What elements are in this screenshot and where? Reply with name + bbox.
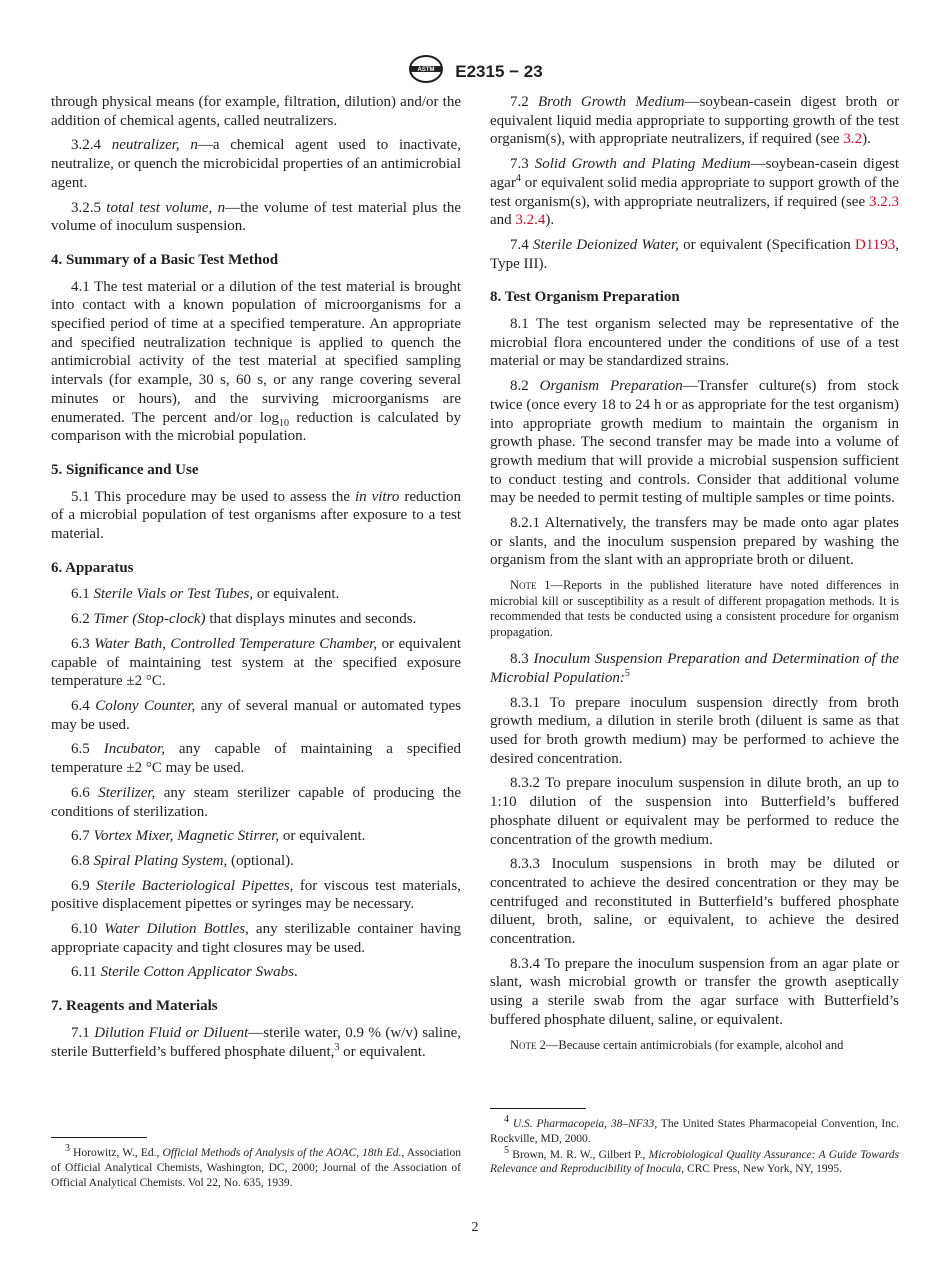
footnote-3: $^3$ Horowitz, W., Ed., Official Methods of Analysis of the AOAC, 18th Ed., Association of Official Analytical Chemists, Washington, DC, 2000; Journal of the Association of Official Analytical Chemists. Vol 22, No. 635, 1939. — [51, 1143, 461, 1189]
paragraph-8-3-1: 8.3.1 To prepare inoculum suspension directly from broth growth medium, a dilution in sterile broth (diluent is same as that used for broth growth medium) may be performed to achieve the desired concentration. — [490, 694, 899, 767]
apparatus-item: 6.7 Vortex Mixer, Magnetic Stirrer, or equivalent. — [71, 828, 366, 845]
apparatus-item: 6.2 Timer (Stop-clock) that displays minutes and seconds. — [71, 611, 417, 628]
left-column — [51, 93, 461, 1067]
footnote-divider — [490, 1108, 586, 1109]
footnote-4: $^4$ U.S. Pharmacopeia, 38–NF33, The United States Pharmacopeial Convention, Inc. Rockville, MD, 2000. — [490, 1114, 899, 1145]
footnote-5: $^5$ Brown, M. R. W., Gilbert P., Microbiological Quality Assurance: A Guide Towards Relevance and Reproducibility of Inocula, CRC Press, New York, NY, 1995. — [490, 1144, 899, 1176]
reference-link[interactable]: 3.2.3 — [869, 193, 899, 210]
apparatus-item: 6.9 Sterile Bacteriological Pipettes, for viscous test materials, positive displacement pipettes or syringes may be necessary. — [51, 877, 462, 913]
page-number: 2 — [471, 1220, 479, 1235]
apparatus-item: 6.8 Spiral Plating System, (optional). — [71, 852, 294, 869]
paragraph-4-1: 4.1 The test material or a dilution of the test material is brought into contact with a known population of microorganisms for a specified period of time at a specified temperature. An appropriate and specified neutralization technique is applied to quench the antimicrobial activity of the test material at specified sampling intervals (for example, 30 s, 60 s, or any range covering several minutes or hours), and the surviving microorganisms are enumerated. The percent and/or $\log_{10}$ reduction is calculated by comparison with the microbial population. — [51, 278, 461, 445]
reference-link[interactable]: 3.2.4 — [515, 212, 546, 229]
section-6-heading: 6. Apparatus — [51, 559, 134, 576]
paragraph-5-1: 5.1 This procedure may be used to assess the in vitro reduction of a microbial population of test organisms after exposure to a test material. — [51, 488, 461, 543]
paragraph-8-1: 8.1 The test organism selected may be representative of the microbial flora encountered under the conditions of use of a test material or may be standardized strains. — [490, 316, 899, 370]
paragraph-3-2-5: 3.2.5 total test volume, n—the volume of test material plus the volume of inoculum suspension. — [51, 199, 461, 235]
paragraph-7-4: 7.4 Sterile Deionized Water, or equivalent (Specification D1193, Type III). — [490, 236, 900, 272]
page-header — [0, 54, 950, 89]
astm-logo-icon — [407, 54, 445, 89]
paragraph-8-2-1: 8.2.1 Alternatively, the transfers may be made onto agar plates or slants, and the inoculum suspension prepared by washing the organism from the slant with an appropriate broth or diluent. — [490, 515, 899, 569]
section-5-heading: 5. Significance and Use — [51, 461, 199, 478]
note-1: Note 1—Reports in the published literature have noted differences in microbial kill or susceptibility as a result of different propagation methods. It is recommended that tests be conducted using a consistent procedure for organism propagation. — [490, 578, 899, 639]
paragraph-8-3-2: 8.3.2 To prepare inoculum suspension in dilute broth, an up to 1:10 dilution of the suspension into Butterfield’s buffered phosphate diluent or equivalent may be performed to reduce the concentration of the growth medium. — [490, 775, 899, 848]
apparatus-item: 6.3 Water Bath, Controlled Temperature Chamber, or equivalent capable of maintaining test system at the specified exposure temperature ±2 °C. — [51, 635, 461, 690]
paragraph-8-3: 8.3 Inoculum Suspension Preparation and Determination of the Microbial Population:$^5$ — [490, 651, 899, 686]
reference-link[interactable]: D1193 — [855, 236, 896, 253]
section-8-heading: 8. Test Organism Preparation — [490, 289, 680, 306]
footnotes-left — [51, 1137, 461, 1191]
apparatus-item: 6.5 Incubator, any capable of maintaining a specified temperature ±2 °C may be used. — [51, 741, 462, 777]
paragraph-8-3-3: 8.3.3 Inoculum suspensions in broth may be diluted or concentrated to achieve the desired concentration or they may be centrifuged and reconstituted in Butterfield’s buffered phosphate diluent, broth, saline, or equivalent, to achieve the desired concentration. — [490, 856, 899, 948]
svg-text:ASTM: ASTM — [417, 67, 435, 73]
note-2: Note 2—Because certain antimicrobials (for example, alcohol and — [510, 1037, 844, 1052]
paragraph-7-2: 7.2 Broth Growth Medium—soybean-casein digest broth or equivalent liquid media appropriate to supporting growth of the test organism(s), with appropriate neutralizers, if required (see 3.2). — [490, 94, 899, 148]
paragraph-continuation: through physical means (for example, filtration, dilution) and/or the addition of chemical agents, called neutralizers. — [51, 94, 461, 129]
paragraph-3-2-4: 3.2.4 neutralizer, n—a chemical agent used to inactivate, neutralize, or quench the microbicidal properties of an antimicrobial agent. — [51, 137, 462, 191]
right-column — [490, 93, 899, 1063]
paragraph-8-3-4: 8.3.4 To prepare the inoculum suspension from an agar plate or slant, wash microbial growth or transfer the growth aseptically using a sterile swab from the agar surface with Butterfield’s buffered phosphate diluent, saline, or equivalent. — [490, 955, 899, 1028]
footnote-divider — [51, 1137, 147, 1138]
document-designation: E2315 − 23 — [455, 61, 543, 81]
footnotes-right — [490, 1108, 899, 1178]
apparatus-item: 6.4 Colony Counter, any of several manual or automated types may be used. — [51, 697, 461, 733]
section-4-heading: 4. Summary of a Basic Test Method — [51, 251, 279, 268]
paragraph-7-3: 7.3 Solid Growth and Plating Medium—soybean-casein digest agar$^4$ or equivalent solid media appropriate to support growth of the test organism(s), with appropriate neutralizers, if required (see 3.2.3 and 3.2.4). — [490, 156, 899, 229]
apparatus-item: 6.1 Sterile Vials or Test Tubes, or equivalent. — [71, 586, 340, 603]
paragraph-8-2: 8.2 Organism Preparation—Transfer culture(s) from stock twice (once every 18 to 24 h or as appropriate for the test organism) into appropriate growth medium to maintain the organism in growth phase. The second transfer may be made into a volume of growth medium that will provide a microbial suspension sufficient to conduct testing and controls. Consider that additional volume may be needed to permit testing of multiple samples or time points. — [490, 378, 899, 507]
apparatus-item: 6.6 Sterilizer, any steam sterilizer capable of producing the conditions of sterilization. — [51, 784, 461, 820]
reference-link[interactable]: 3.2 — [843, 131, 863, 148]
paragraph-7-1: 7.1 Dilution Fluid or Diluent—sterile water, 0.9 % (w/v) saline, sterile Butterfield’s buffered phosphate diluent,$^3$ or equivalent. — [51, 1024, 461, 1060]
apparatus-item: 6.11 Sterile Cotton Applicator Swabs. — [71, 964, 298, 981]
section-7-heading: 7. Reagents and Materials — [51, 998, 218, 1015]
apparatus-item: 6.10 Water Dilution Bottles, any sterilizable container having appropriate capacity and tight closures may be used. — [51, 921, 461, 956]
